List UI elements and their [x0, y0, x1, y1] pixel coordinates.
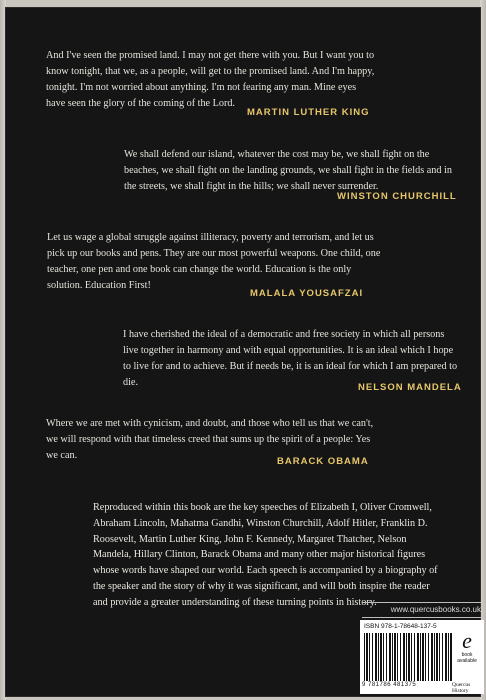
quote-text: Let us wage a global struggle against illiteracy, poverty and terrorism, and let us pick up our books and pens. They are our most powerful weapons. One child, one teacher, one pen and one book can change the world. Education is the only solution. Education First! — [47, 232, 381, 291]
publisher-imprint: Quercus History — [452, 682, 471, 694]
quote-text: Where we are met with cynicism, and doubt, and those who tell us that we can't, we will respond with that timeless creed that sums up the spirit of a people: Yes we can. — [46, 418, 374, 461]
quote-author: MARTIN LUTHER KING — [247, 107, 370, 118]
barcode-number: 9 781786 481375 — [362, 682, 417, 688]
book-edge-right — [480, 0, 486, 700]
quote-author: NELSON MANDELA — [358, 382, 462, 393]
barcode-panel — [360, 620, 484, 694]
ebook-label: book available — [457, 652, 477, 664]
quote-author: MALALA YOUSAFZAI — [250, 288, 364, 299]
quote-author: BARACK OBAMA — [277, 456, 369, 467]
quote-text: I have cherished the ideal of a democratic and free society in which all persons live together in harmony and with equal opportunities. It is an ideal which I hope to live for and to achieve. But if needs be, it is an ideal for which I am prepared to die. — [123, 329, 458, 388]
quote-text: And I've seen the promised land. I may not get there with you. But I want you to know tonight, that we, as a people, will get to the promised land. And I'm happy, tonight. I'm not worried about anything. I'm not fearing any man. Mine eyes have seen the glory of the coming of the Lord. — [46, 50, 375, 109]
quote-yousafzai — [47, 230, 381, 294]
book-description: Reproduced within this book are the key speeches of Elizabeth I, Oliver Cromwell, Abraham Lincoln, Mahatma Gandhi, Winston Churchill, Adolf Hitler, Franklin D. Roosevelt, Martin Luther King, John F. Kennedy, Margaret Thatcher, Nelson Mandela, Hillary Clinton, Barack Obama and many other major historical figures whose words have shaped our world. Each speech is accompanied by a biography of the speaker and the story of why it was significant, and will both inspire the reader and provide a greater understanding of these turning points in history. — [93, 502, 438, 608]
back-cover — [6, 8, 480, 696]
barcode-icon — [364, 633, 452, 681]
quote-author: WINSTON CHURCHILL — [337, 191, 457, 202]
ebook-icon — [456, 630, 478, 664]
quote-king — [46, 48, 376, 112]
quote-churchill — [124, 147, 458, 195]
isbn-label: ISBN 978-1-78648-137-5 — [364, 623, 437, 630]
quote-text: We shall defend our island, whatever the cost may be, we shall fight on the beaches, we shall fight on the landing grounds, we shall fight in the fields and in the streets, we shall fight in the hills; we shall never surrender. — [124, 149, 452, 192]
ebook-glyph: e — [462, 628, 472, 653]
publisher-url[interactable]: www.quercusbooks.co.uk — [362, 602, 481, 618]
